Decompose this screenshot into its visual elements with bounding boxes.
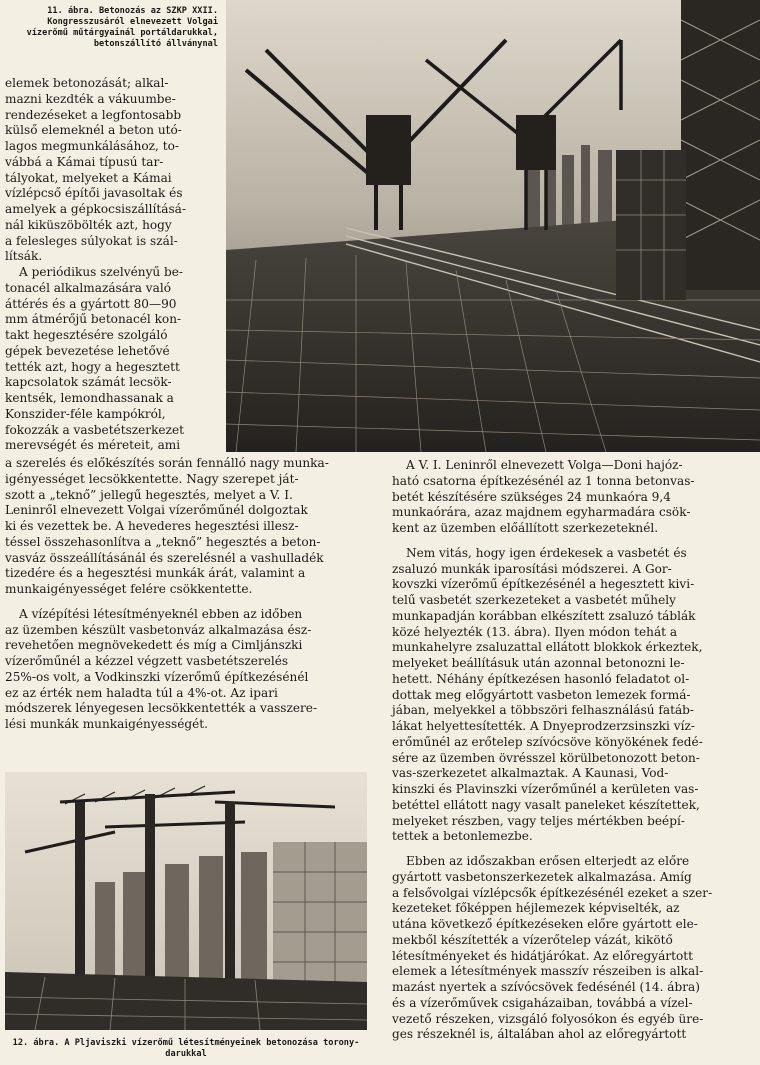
text-line: kezeteket főképpen héjlemezek képviselték, az	[392, 901, 680, 916]
text-line: ki és vezettek be. A hevederes hegesztési illesz-	[5, 519, 299, 533]
text-line: utána következő építkezéseken előre gyártott ele-	[392, 917, 698, 931]
text-line: munkaórára, azaz majdnem egyharmadára csök-	[392, 505, 691, 520]
text-line: A periódikus szelvényű be-	[19, 265, 184, 279]
text-line: kovszki vízerőmű építkezésénél a hegesztett kivi-	[392, 577, 695, 592]
text-line: jában, melyekkel a többszöri felhasználású fatáb-	[392, 703, 695, 718]
text-line: igényességet lecsökkentette. Nagy szerepet ját-	[5, 471, 299, 486]
text-line: vezető részeken, vizsgáló folyosókon és egyéb üre-	[392, 1011, 704, 1026]
text-line: vízlépcső építői javasoltak és	[5, 186, 183, 201]
figure-12-photo	[5, 772, 367, 1030]
figure-12-caption-line: darukkal	[165, 1049, 207, 1059]
text-line: sére az üzemben övrésszel körülbetonozott beton-	[392, 750, 700, 765]
figure-11-caption	[4, 6, 218, 50]
text-line: takt hegesztésére szolgáló	[5, 328, 168, 342]
text-line: A V. I. Leninről elnevezett Volga—Doni hajóz-	[406, 458, 683, 472]
text-line: kinszki és Plavinszki vízerőműnél a kerületen vas-	[392, 782, 699, 796]
text-line: áttérés és a gyártott 80—90	[5, 296, 177, 311]
text-line: lítsák.	[5, 249, 43, 264]
right-column	[392, 458, 755, 1043]
left-wide-column	[5, 456, 367, 733]
text-line: amelyek a gépkocsiszállításá-	[5, 202, 186, 216]
text-line: tették azt, hogy a hegesztett	[5, 359, 180, 374]
text-line: vasváz összeállításánál és szerelésnél a vashulladék	[5, 550, 324, 565]
text-line: Nem vitás, hogy igen érdekesek a vasbetét és	[406, 545, 687, 560]
text-line: téssel összehasonlítva a „teknő” hegesztés a beton-	[5, 534, 321, 549]
text-line: külső elemeknél a beton utó-	[5, 123, 182, 138]
text-line: A vízépítési létesítményeknél ebben az időben	[19, 606, 303, 621]
text-line: vábbá a Kámai típusú tar-	[5, 154, 164, 169]
text-line: mm átmérőjű betonacél kon-	[5, 312, 182, 327]
text-line: kent az üzemben előállított szerkezeteknél.	[392, 521, 659, 535]
text-line: erőműnél az erőtelep szívócsöve könyökének fedé-	[392, 734, 703, 749]
text-line: tályokat, melyeket a Kámai	[5, 170, 172, 185]
text-line: rendezéseket a legfontosabb	[5, 107, 182, 122]
text-line: elemek a létesítmények masszív részeiben is alkal-	[392, 964, 704, 979]
left-narrow-column	[5, 76, 219, 454]
figure-11-caption-line: Kongresszusáról elnevezett Volgai	[47, 17, 218, 27]
text-line: betéttel ellátott nagy vasalt paneleket készítettek,	[392, 797, 700, 812]
text-line: telű vasbetét szerkezeteket a vasbetét műhely	[392, 593, 676, 607]
text-line: mazni kezdték a vákuumbe-	[5, 91, 176, 106]
text-line: kentsék, lemondhassanak a	[5, 391, 174, 405]
text-line: szott a „teknő” jellegű hegesztés, melyet a V. I.	[5, 487, 293, 502]
text-line: munkaigényességet felére csökkentette.	[5, 582, 253, 596]
text-line: hetett. Néhány építkezésen hasonló feladatot ol-	[392, 671, 690, 686]
text-line: lákat helyettesítették. A Dnyeprodzerzsinszki víz-	[392, 719, 695, 733]
text-line: kapcsolatok számát lecsök-	[5, 375, 172, 390]
text-line: ható csatorna építkezésénél az 1 tonna betonvas-	[392, 473, 695, 488]
text-line: mazást nyertek a szívócsövek fedésénél (14. ábra)	[392, 980, 700, 994]
text-line: dottak meg előgyártott vasbeton lemezek formá-	[392, 687, 691, 702]
text-line: tettek a betonlemezbe.	[392, 829, 533, 844]
text-line: gyártott vasbetonszerkezetek alkalmazása. Amíg	[392, 869, 692, 884]
text-line: fokozzák a vasbetétszerkezet	[5, 422, 184, 437]
text-line: vízerőműnél a kézzel végzett vasbetétszerelés	[5, 654, 289, 668]
figure-12-caption-line: 12. ábra. A Pljaviszki vízerőmű létesítményeinek betonozása torony-	[12, 1038, 360, 1048]
figure-11-caption-line: betonszállító állványnal	[93, 39, 218, 49]
text-line: munkahelyre zsaluzattal ellátott blokkok érkeztek,	[392, 640, 703, 655]
text-line: Ebben az időszakban erősen elterjedt az előre	[406, 854, 690, 868]
text-line: Leninről elnevezett Volgai vízerőműnél dolgoztak	[5, 503, 308, 518]
text-line: munkapadján korábban elkészített zsaluzó táblák	[392, 608, 696, 623]
text-line: gépek bevezetése lehetővé	[5, 343, 170, 358]
text-line: ez az érték nem haladta túl a 4%-ot. Az ipari	[5, 685, 278, 700]
text-line: vas-szerkezetet alkalmaztak. A Kaunasi, Vod-	[392, 766, 669, 781]
text-line: mekből készítették a vízerőtelep vázát, kikötő	[392, 932, 673, 947]
text-line: Konszider-féle kampókról,	[5, 406, 166, 421]
text-line: 25%-os volt, a Vodkinszki vízerőmű építkezésénél	[5, 669, 309, 684]
figure-11-photo	[226, 0, 760, 452]
figure-11-caption-line: vízerőmű műtárgyainál portáldarukkal,	[26, 28, 218, 38]
figure-11-caption-line: 11. ábra. Betonozás az SZKP XXII.	[47, 6, 218, 16]
text-line: létesítményeket és hidátjárókat. Az előregyártott	[392, 948, 693, 963]
text-line: ges részeknél is, általában ahol az előregyártott	[392, 1027, 687, 1042]
text-line: betét készítésére szükséges 24 munkaóra 9,4	[392, 489, 671, 504]
text-line: nál kiküszöbölték azt, hogy	[5, 217, 172, 232]
text-line: zsaluzó munkák iparosítási módszerei. A Gor-	[392, 561, 672, 576]
text-line: lagos megmunkálásához, to-	[5, 139, 179, 153]
text-line: melyeket részben, vagy teljes mértékben beépí-	[392, 813, 685, 828]
figure-12-caption	[10, 1038, 362, 1060]
text-line: és a vízerőművek csigaházaiban, továbbá a vízel-	[392, 995, 693, 1010]
text-line: lési munkák munkaigényességét.	[5, 717, 209, 731]
text-line: revehetően megnövekedett és míg a Cimljánszki	[5, 638, 303, 653]
text-line: melyeket beállításuk után azonnal betonozni le-	[392, 656, 685, 670]
text-line: a szerelés és előkészítés során fennálló nagy munka-	[5, 456, 329, 470]
text-line: merevségét és méreteit, ami	[5, 438, 181, 453]
text-line: tonacél alkalmazására való	[5, 280, 171, 295]
text-line: a felsővolgai vízlépcsők építkezésénél ezeket a szer-	[392, 885, 713, 900]
text-line: tizedére és a hegesztési munkák árát, valamint a	[5, 566, 306, 581]
text-line: az üzemben készült vasbetonváz alkalmazása ész-	[5, 622, 312, 637]
text-line: a felesleges súlyokat is szál-	[5, 233, 178, 248]
text-line: közé helyezték (13. ábra). Ilyen módon tehát a	[392, 624, 678, 639]
text-line: elemek betonozását; alkal-	[5, 76, 169, 90]
text-line: módszerek lényegesen lecsökkentették a vasszere-	[5, 701, 318, 716]
